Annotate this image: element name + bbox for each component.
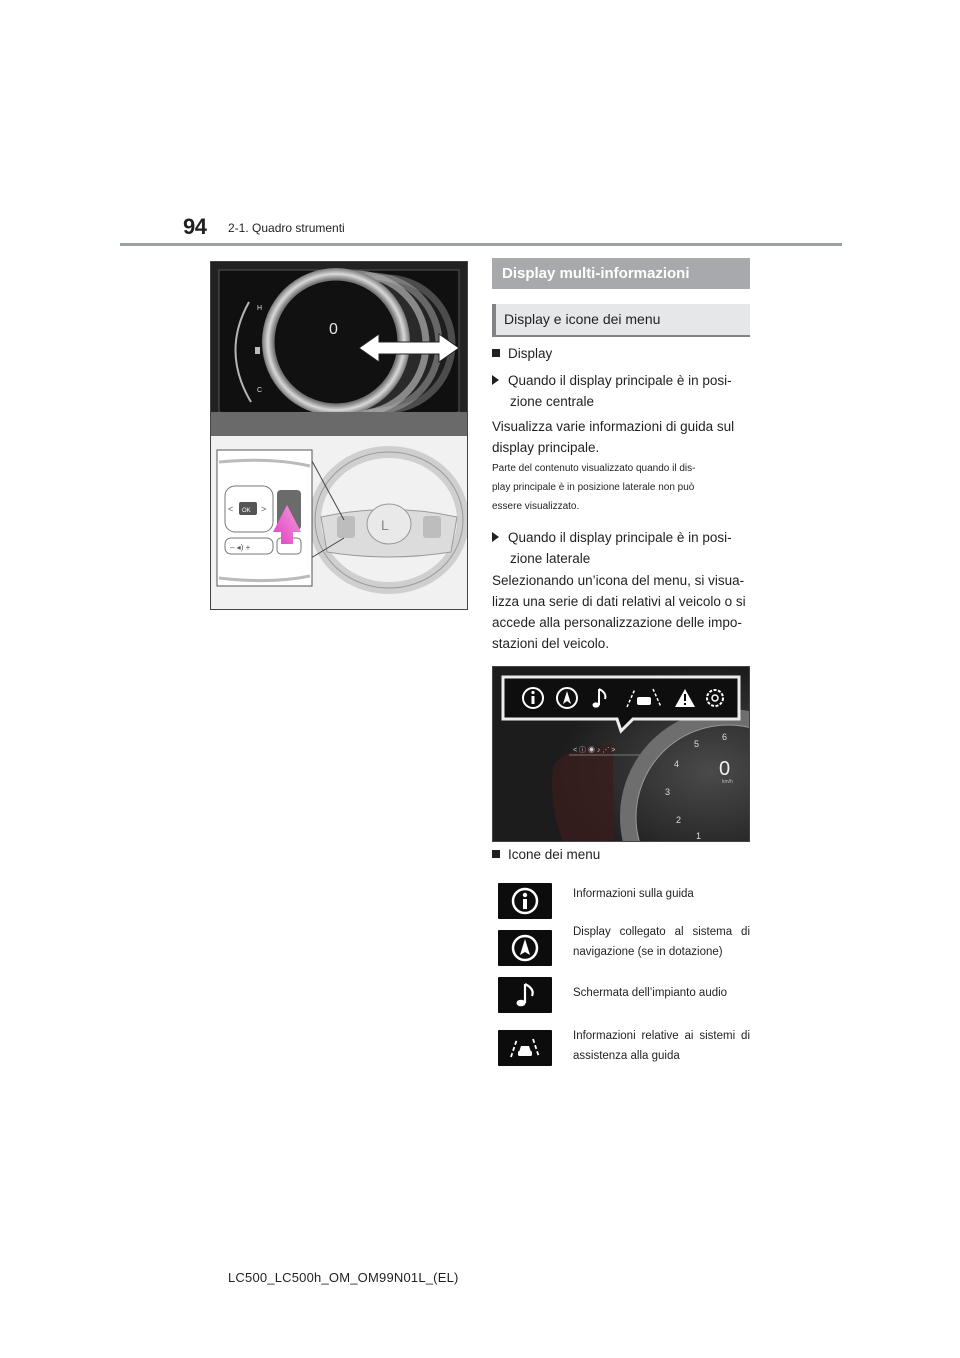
ok-switch-label: OK xyxy=(242,508,251,514)
fuel-pump-icon xyxy=(255,347,260,354)
header-divider xyxy=(120,243,842,246)
svg-text:– ◂) +: – ◂) + xyxy=(230,543,251,552)
instrument-cluster-figure xyxy=(210,261,468,610)
chapter-title: 2-1. Quadro strumenti xyxy=(228,221,345,235)
case2-body: Selezionando un’icona del menu, si visua- lizza una serie di dati relativi al veicolo o si accede alla personalizzazione delle impo- stazioni del veicolo. xyxy=(492,573,746,651)
menu-icon-assist-label: Informazioni relative ai sistemi di assistenza alla guida xyxy=(573,1030,750,1062)
music-note-icon xyxy=(510,980,540,1010)
menu-icon-navigation xyxy=(498,930,552,966)
display-heading: Display xyxy=(492,343,754,364)
menu-icons-heading: Icone dei menu xyxy=(492,844,754,865)
menu-bar-figure xyxy=(492,666,750,842)
square-bullet-icon xyxy=(492,349,500,357)
case1-body: Visualizza varie informazioni di guida sul display principale. xyxy=(492,419,735,455)
tick-label: 3 xyxy=(665,787,671,797)
cluster-steering-illustration xyxy=(211,262,467,609)
section-title: Display multi-informazioni xyxy=(492,258,750,289)
subsection-title: Display e icone dei menu xyxy=(492,304,750,335)
gauge-high-label: H xyxy=(257,305,263,312)
menu-bar-illustration xyxy=(493,667,749,841)
menu-icon-assist xyxy=(498,1030,552,1066)
triangle-bullet-icon xyxy=(492,532,499,542)
svg-text:< ⓘ ◉ ♪ ⋰ >: < ⓘ ◉ ♪ ⋰ > xyxy=(573,747,616,754)
gauge-low-label: C xyxy=(257,387,263,394)
speed-unit: km/h xyxy=(722,779,733,785)
menu-icon-audio xyxy=(498,977,552,1013)
speed-value: 0 xyxy=(719,758,731,780)
document-code: LC500_LC500h_OM_OM99N01L_(EL) xyxy=(228,1270,459,1285)
tick-label: 1 xyxy=(696,831,702,841)
menu-icon-audio-label: Schermata dell’impianto audio xyxy=(573,987,728,999)
menu-icon-info-label: Informazioni sulla guida xyxy=(573,888,694,900)
svg-text:<: < xyxy=(228,504,234,514)
driving-assist-icon xyxy=(507,1033,543,1063)
svg-text:>: > xyxy=(261,504,267,514)
menu-icon-navigation-label: Display collegato al sistema di navigazione (se in dotazione) xyxy=(573,926,750,958)
page-number: 94 xyxy=(183,214,207,239)
tick-label: 2 xyxy=(676,815,682,825)
tick-label: 4 xyxy=(674,759,680,769)
tick-label: 6 xyxy=(722,732,728,742)
case2-title: Quando il display principale è in posi- zione laterale xyxy=(492,527,754,569)
triangle-bullet-icon xyxy=(492,375,499,385)
steering-switch-zoom xyxy=(217,450,312,586)
info-icon xyxy=(510,886,540,916)
cluster-speed-value: 0 xyxy=(329,321,338,338)
square-bullet-icon xyxy=(492,850,500,858)
navigation-icon xyxy=(510,933,540,963)
menu-icon-info xyxy=(498,883,552,919)
tick-label: 5 xyxy=(694,739,700,749)
case1-title: Quando il display principale è in posi- zione centrale xyxy=(492,370,754,412)
svg-text:L: L xyxy=(381,517,389,533)
case1-note: Parte del contenuto visualizzato quando il dis- play principale è in posizione laterale non può essere visualizzato. xyxy=(492,463,696,512)
